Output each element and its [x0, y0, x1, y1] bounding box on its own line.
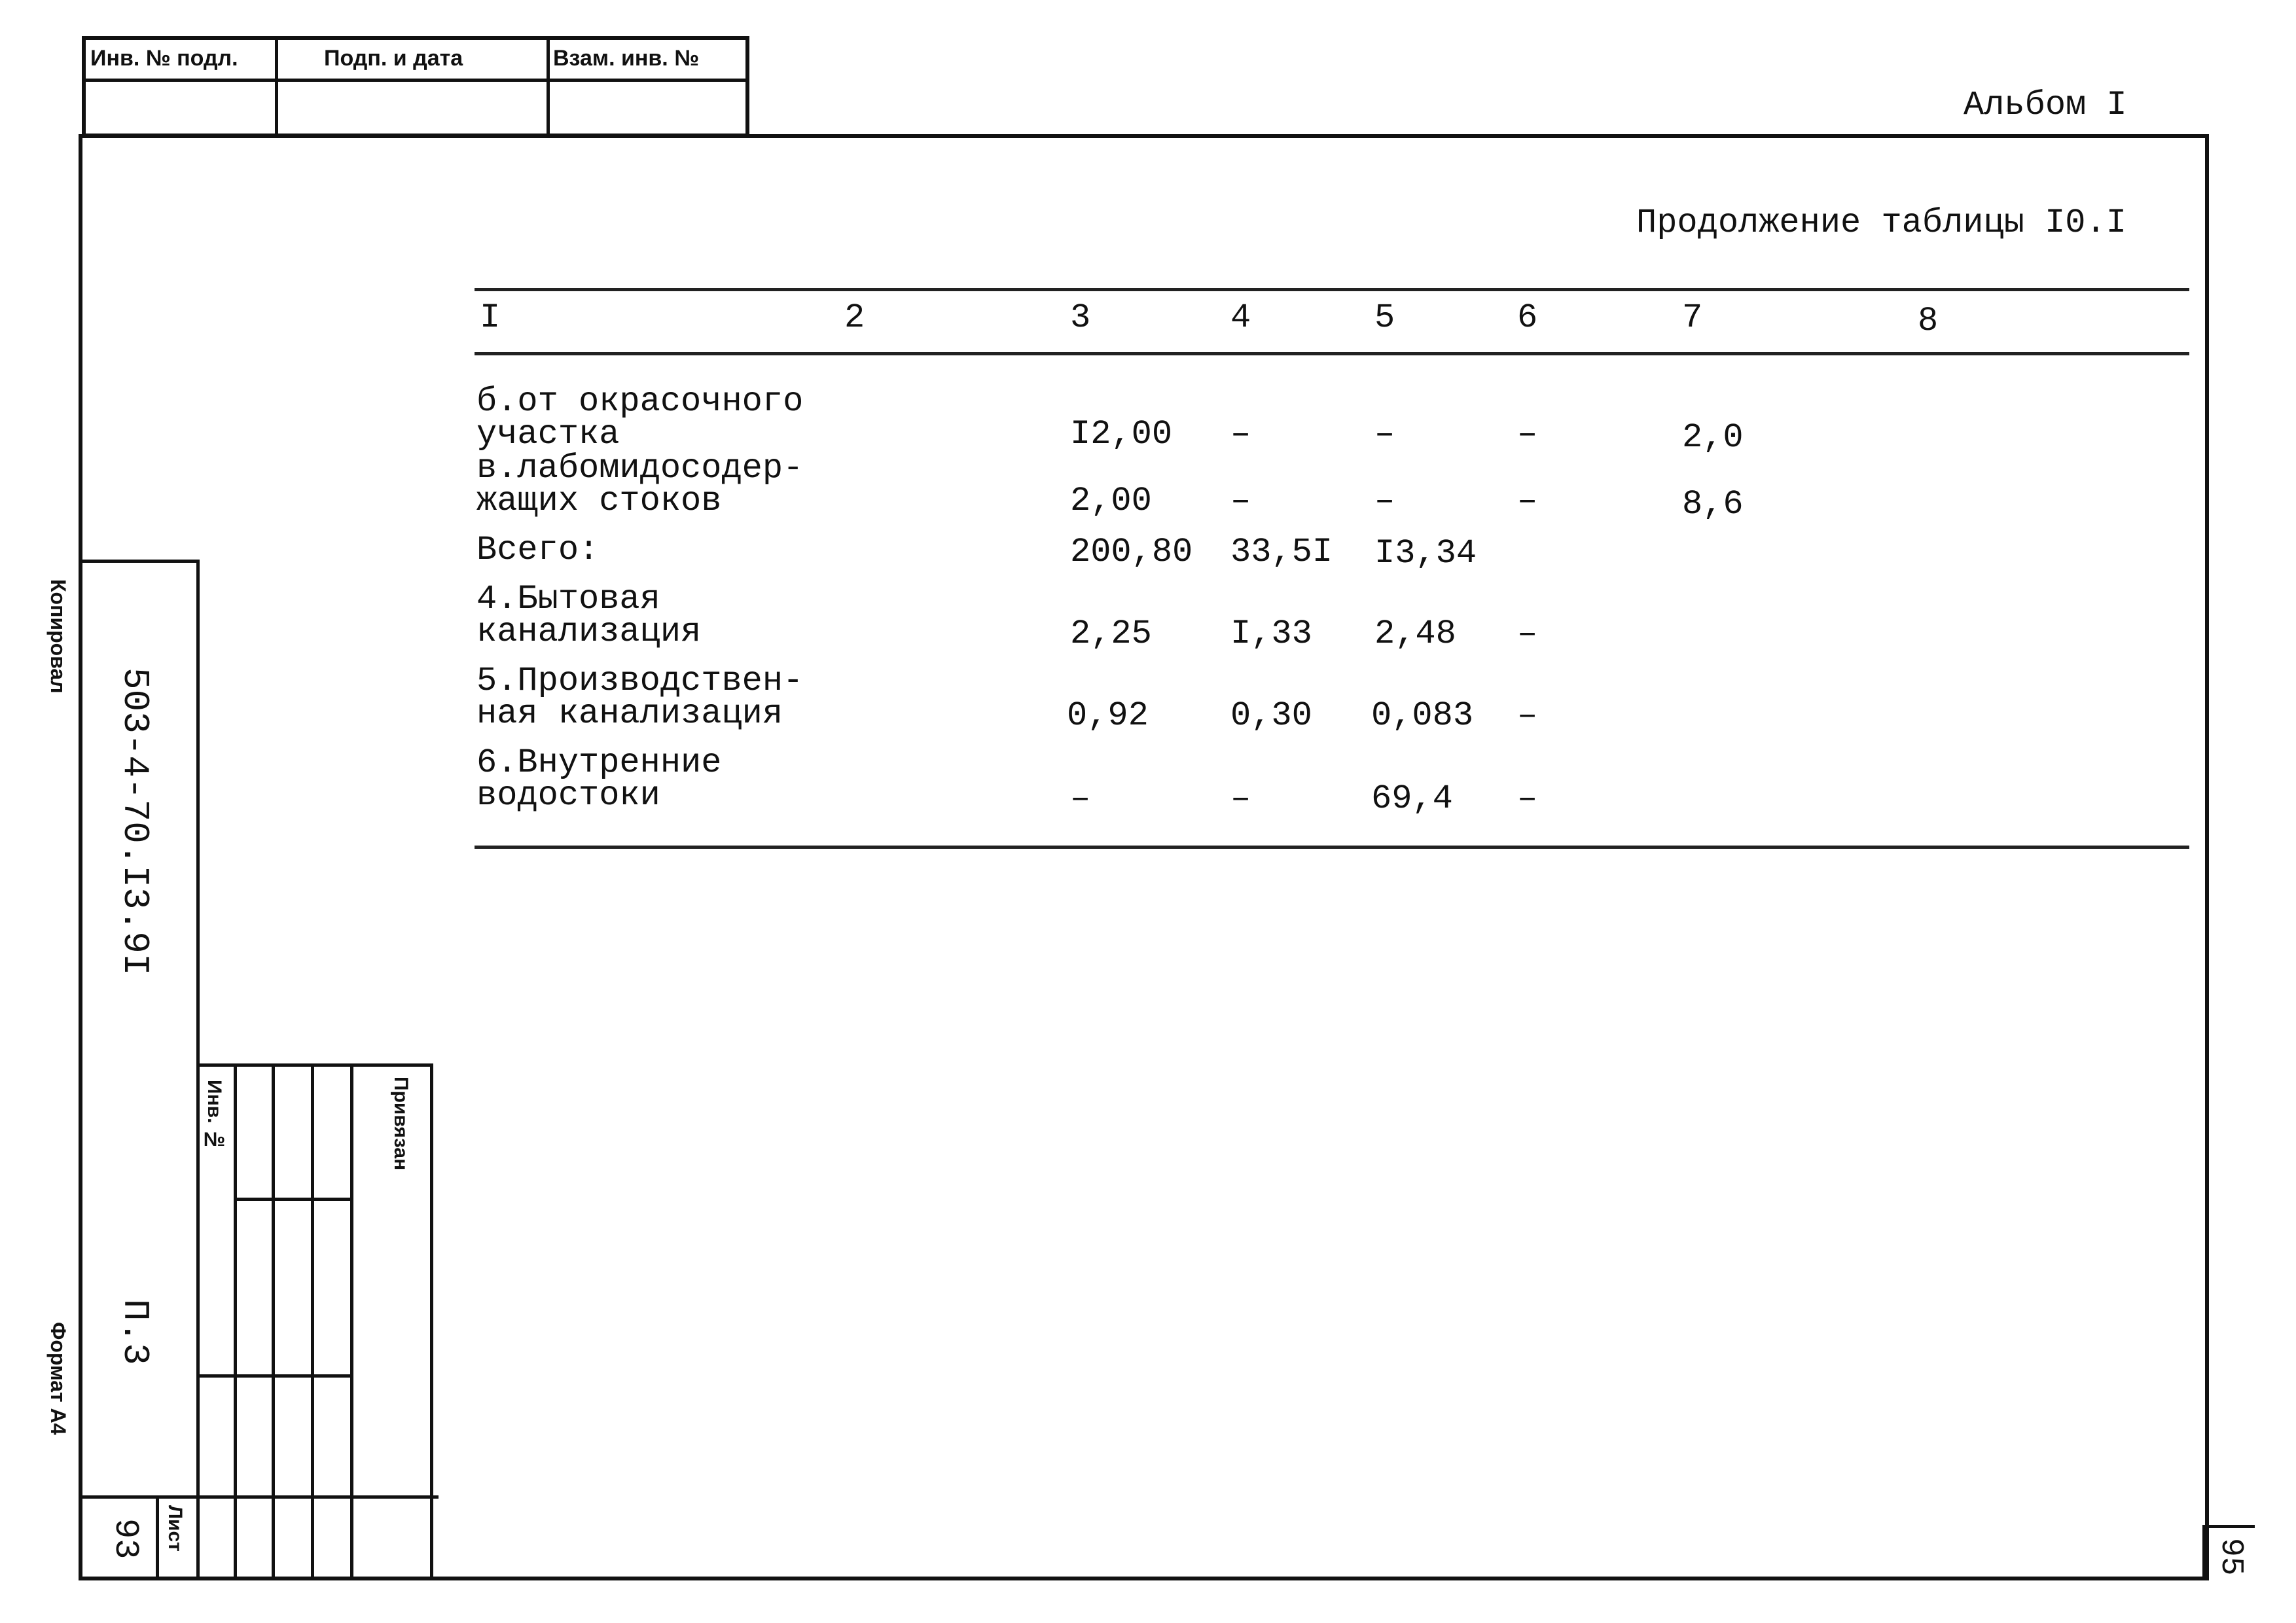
- row-1-label-line-1: б.от окрасочного: [476, 382, 804, 421]
- doc-code: 503-4-70.I3.9I: [114, 668, 156, 976]
- row-4-col-3: 2,25: [1070, 615, 1152, 653]
- row-4-label-line-2: канализация: [476, 613, 702, 651]
- row-6-label-line-2: водостоки: [476, 776, 660, 815]
- row-4-label-line-1: 4.Бытовая: [476, 580, 660, 618]
- row-3-col-5: I3,34: [1374, 534, 1477, 573]
- header-col-3: 3: [1070, 298, 1091, 337]
- format-label: Формат А4: [46, 1322, 70, 1435]
- table-rule-header: [475, 352, 2189, 355]
- main-frame: [79, 134, 2209, 1580]
- left-block-top: [79, 560, 200, 563]
- row-1-col-6: –: [1517, 415, 1538, 454]
- row-2-label-line-1: в.лабомидосодер-: [476, 449, 804, 488]
- copied-label: Копировал: [46, 579, 70, 694]
- page-tab-left: [2202, 1525, 2206, 1580]
- row-1-label-line-2: участка: [476, 415, 620, 454]
- row-5-label-line-2: ная канализация: [476, 694, 783, 733]
- row-1-col-3: I2,00: [1070, 415, 1173, 454]
- binding-grid-col-3: [311, 1063, 314, 1580]
- header-col-7: 7: [1682, 298, 1703, 337]
- binding-grid-col-1: [234, 1063, 237, 1580]
- row-5-label-line-1: 5.Производствен-: [476, 662, 804, 700]
- binding-grid-row-2: [196, 1374, 351, 1378]
- row-5-col-3: 0,92: [1067, 696, 1149, 735]
- row-1-col-5: –: [1374, 415, 1395, 454]
- stamp-replace-label: Взам. инв. №: [553, 46, 700, 71]
- row-2-col-7: 8,6: [1682, 485, 1744, 524]
- top-stamp-sep-1: [275, 36, 278, 137]
- row-1-col-4: –: [1230, 415, 1251, 454]
- header-col-1: I: [480, 298, 501, 337]
- left-block-right: [196, 560, 200, 1580]
- row-2-col-5: –: [1374, 482, 1395, 520]
- row-4-col-4: I,33: [1230, 615, 1312, 653]
- header-col-6: 6: [1517, 298, 1538, 337]
- row-2-col-4: –: [1230, 482, 1251, 520]
- sheet-col-sep: [156, 1495, 159, 1580]
- binding-grid-col-2: [272, 1063, 275, 1580]
- row-3-col-4: 33,5I: [1230, 533, 1333, 571]
- top-stamp-sep-2: [547, 36, 550, 137]
- sheet-row-top: [79, 1495, 439, 1499]
- row-4-col-5: 2,48: [1374, 615, 1456, 653]
- table-rule-top: [475, 288, 2189, 291]
- row-6-col-5: 69,4: [1371, 779, 1453, 818]
- row-1-col-7: 2,0: [1682, 418, 1744, 457]
- inv-label: Инв. №: [204, 1080, 225, 1150]
- binding-grid-right: [430, 1063, 433, 1580]
- row-6-col-3: –: [1070, 779, 1091, 818]
- album-label: Альбом I: [1964, 86, 2127, 124]
- row-2-col-3: 2,00: [1070, 482, 1152, 520]
- stamp-sign-label: Подп. и дата: [324, 46, 463, 71]
- row-5-col-4: 0,30: [1230, 696, 1312, 735]
- binding-grid-row-1: [234, 1198, 351, 1201]
- row-5-col-5: 0,083: [1371, 696, 1474, 735]
- row-2-col-6: –: [1517, 482, 1538, 520]
- page-tab-top: [2202, 1525, 2255, 1528]
- row-2-label-line-2: жащих стоков: [476, 482, 722, 520]
- binding-grid-top: [196, 1063, 433, 1067]
- row-4-col-6: –: [1517, 615, 1538, 653]
- header-col-2: 2: [844, 298, 865, 337]
- table-caption: Продолжение таблицы I0.I: [1636, 204, 2126, 242]
- row-6-label-line-1: 6.Внутренние: [476, 743, 722, 782]
- header-col-4: 4: [1230, 298, 1251, 337]
- header-col-8: 8: [1918, 302, 1939, 340]
- row-5-col-6: –: [1517, 696, 1538, 735]
- row-6-col-6: –: [1517, 779, 1538, 818]
- page-number: 95: [2213, 1538, 2248, 1576]
- section-code: П.3: [114, 1299, 156, 1365]
- top-stamp-divider: [82, 79, 749, 82]
- row-3-label: Всего:: [476, 531, 600, 569]
- table-rule-bottom: [475, 846, 2189, 849]
- row-6-col-4: –: [1230, 779, 1251, 818]
- sheet-label: Лист: [164, 1505, 186, 1552]
- header-col-5: 5: [1374, 298, 1395, 337]
- sheet-number: 93: [106, 1518, 145, 1560]
- binding-label: Привязан: [390, 1077, 412, 1171]
- stamp-inv-label: Инв. № подл.: [90, 46, 238, 71]
- row-3-col-3: 200,80: [1070, 533, 1193, 571]
- binding-grid-col-4: [350, 1063, 353, 1580]
